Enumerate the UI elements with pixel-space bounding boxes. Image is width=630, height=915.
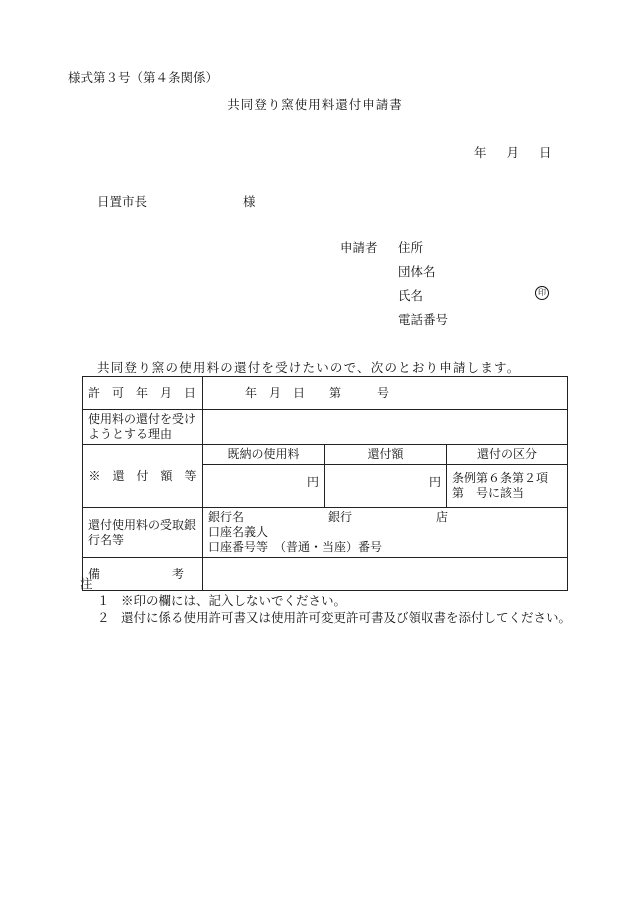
remarks-label: 備 考 xyxy=(83,558,203,591)
applicant-address: 住所 xyxy=(398,240,424,255)
paid-amount-field[interactable]: 円 xyxy=(203,465,325,508)
bank-name-line: 銀行名 銀行 店 xyxy=(208,510,449,524)
table-row xyxy=(83,410,568,445)
account-number-line: 口座番号等 （普通・当座）番号 xyxy=(208,540,383,554)
intro-text: 共同登り窯の使用料の還付を受けたいので、次のとおり申請します。 xyxy=(97,360,521,375)
bank-field[interactable] xyxy=(203,508,568,558)
permit-date-value[interactable]: 年 月 日 第 号 xyxy=(203,377,568,410)
date-month: 月 xyxy=(506,145,520,160)
category-field[interactable] xyxy=(447,465,568,508)
reason-field[interactable] xyxy=(203,410,568,445)
date-line xyxy=(474,143,552,161)
table-row xyxy=(83,558,568,591)
notes-header: 注 xyxy=(80,576,93,591)
table-row xyxy=(83,445,568,465)
addressee xyxy=(97,192,256,210)
document-title: 共同登り窯使用料還付申請書 xyxy=(227,97,403,112)
applicant-name: 氏名 xyxy=(398,288,424,303)
bank-label: 還付使用料の受取銀行名等 xyxy=(83,508,203,558)
refund-amount-label: ※ 還 付 額 等 xyxy=(83,445,203,508)
form-number: 様式第３号（第４条関係） xyxy=(68,70,219,85)
note-text: ※印の欄には、記入しないでください。 xyxy=(120,593,346,608)
category-line-2: 第 号に該当 xyxy=(452,486,525,500)
table-row xyxy=(83,377,568,410)
addressee-honorific: 様 xyxy=(243,194,256,209)
col-category-header: 還付の区分 xyxy=(447,445,568,465)
applicant-organization: 団体名 xyxy=(398,264,436,279)
refund-amount-field[interactable]: 円 xyxy=(325,465,447,508)
note-item xyxy=(97,591,346,609)
note-text: 還付に係る使用許可書又は使用許可変更許可書及び領収書を添付してください。 xyxy=(120,610,571,625)
note-item xyxy=(97,608,571,626)
category-line-1: 条例第６条第２項 xyxy=(452,471,549,485)
reason-label: 使用料の還付を受けようとする理由 xyxy=(83,410,203,445)
addressee-name: 日置市長 xyxy=(97,194,148,209)
applicant-label: 申請者 xyxy=(340,240,378,255)
date-year: 年 xyxy=(474,145,487,160)
permit-date-label: 許 可 年 月 日 xyxy=(83,377,203,410)
note-number: ２ xyxy=(97,610,110,625)
col-paid-header: 既納の使用料 xyxy=(203,445,325,465)
table-row xyxy=(83,508,568,558)
remarks-field[interactable] xyxy=(203,558,568,591)
date-day: 日 xyxy=(539,145,552,160)
application-table xyxy=(82,376,568,591)
seal-mark-icon: 印 xyxy=(535,286,549,300)
col-refund-header: 還付額 xyxy=(325,445,447,465)
note-number: １ xyxy=(97,593,110,608)
account-holder-line: 口座名義人 xyxy=(208,525,269,539)
applicant-phone: 電話番号 xyxy=(398,312,449,327)
